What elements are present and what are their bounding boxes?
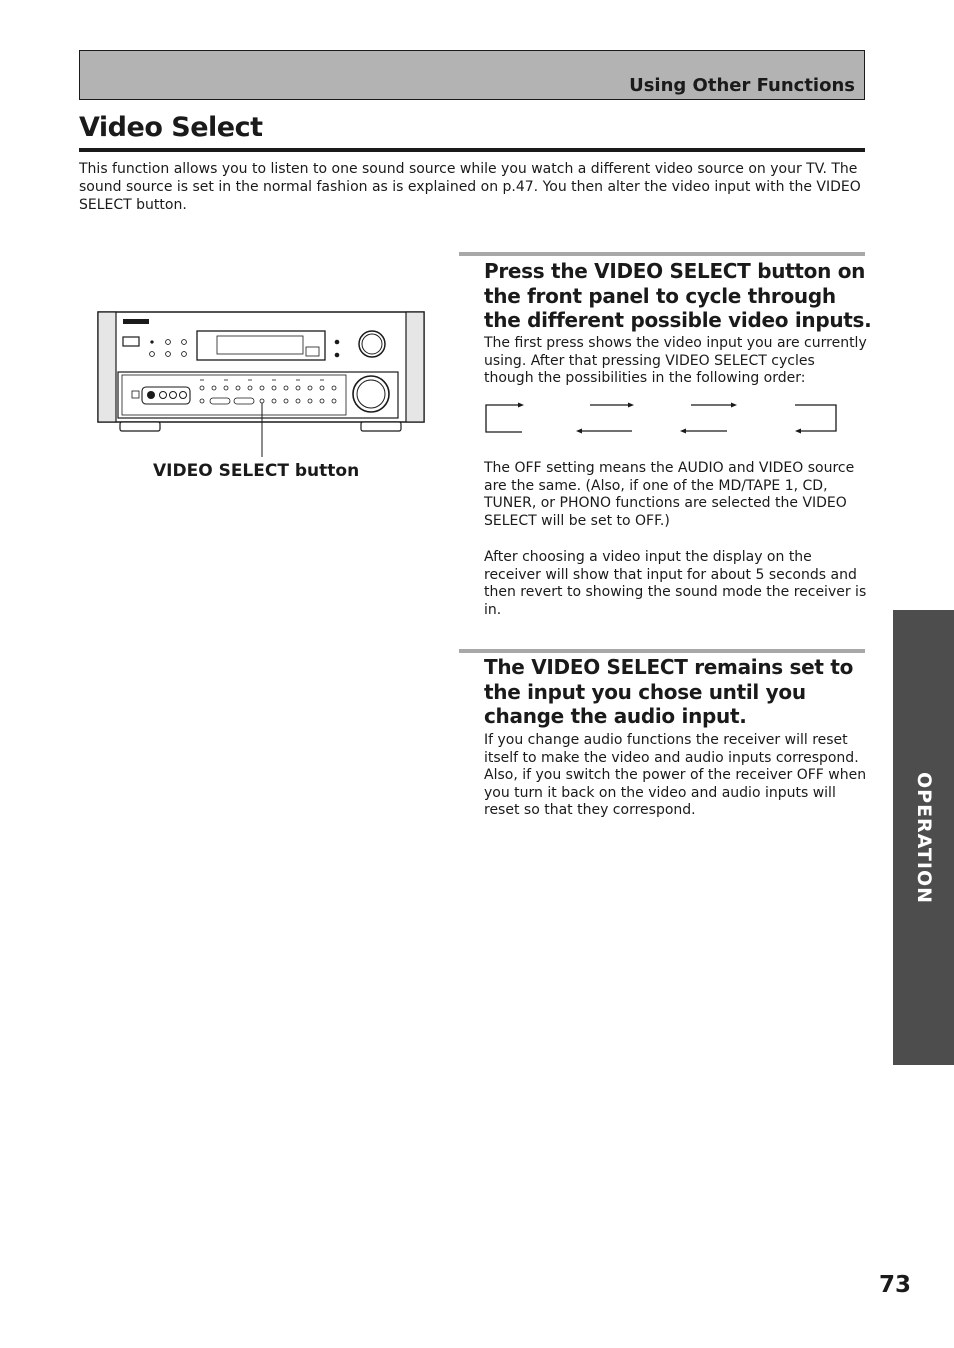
section-2-heading: The VIDEO SELECT remains set to the input you chose until you change the audio input.	[484, 655, 854, 728]
section-1-paragraph-1: The first press shows the video input you are currently using. After that pressing VIDEO SELECT cycles though the possibilities in the following order:	[484, 335, 867, 387]
section-header-band	[79, 50, 865, 100]
cycle-arrows	[484, 398, 844, 438]
side-tab-label: OPERATION	[912, 771, 935, 904]
section-1-paragraph-3: After choosing a video input the display on the receiver will show that input for about 5 seconds and then revert to showing the sound mode the receiver is in.	[484, 549, 867, 618]
section-divider	[459, 252, 865, 256]
input-cycle-diagram	[484, 398, 844, 442]
page-number: 73	[879, 1272, 912, 1298]
section-1-paragraph-2: The OFF setting means the AUDIO and VIDEO source are the same. (Also, if one of the MD/TAPE 1, CD, TUNER, or PHONO functions are selected the VIDEO SELECT will be set to OFF.)	[484, 460, 855, 529]
intro-paragraph: This function allows you to listen to one sound source while you watch a different video source on your TV. The sound source is set in the normal fashion as is explained on p.47. You then alter the video input with the VIDEO SELECT button.	[79, 161, 861, 213]
video-select-callout: VIDEO SELECT button	[153, 461, 360, 481]
page-title: Video Select	[79, 112, 263, 143]
receiver-front-panel-illustration	[96, 308, 426, 472]
section-1-heading: Press the VIDEO SELECT button on the front panel to cycle through the different possible video inputs.	[484, 259, 872, 332]
title-rule	[79, 148, 865, 152]
section-divider	[459, 649, 865, 653]
section-2-paragraph-1: If you change audio functions the receiver will reset itself to make the video and audio inputs correspond. Also, if you switch the power of the receiver OFF when you turn it back on the video and audio inputs will reset so that they correspond.	[484, 732, 867, 819]
chapter-side-tab	[893, 610, 954, 1065]
receiver-drawing	[96, 308, 426, 468]
section-label: Using Other Functions	[629, 75, 855, 96]
